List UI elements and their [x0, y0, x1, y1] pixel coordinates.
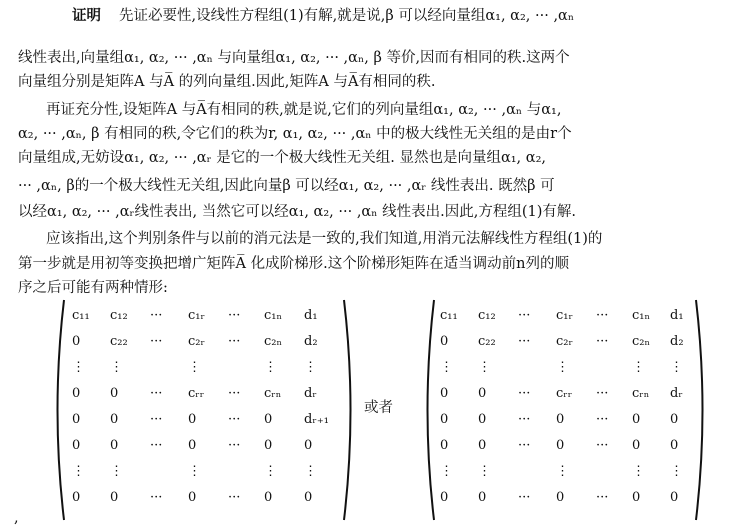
matrix-cell: 0: [188, 489, 197, 505]
matrix-cell: 0: [188, 411, 197, 427]
paragraph3-line1: 应该指出,这个判别条件与以前的消元法是一致的,我们知道,用消元法解线性方程组(1)的: [46, 231, 603, 247]
matrix-cell: ···: [518, 385, 531, 401]
matrix-cell: dᵣ: [304, 385, 317, 401]
matrix-cell: ⋮: [440, 463, 453, 479]
matrix-cell: ···: [596, 307, 609, 323]
paragraph2-line4: ··· ,αₙ, β的一个极大线性无关组,因此向量β 可以经α₁, α₂, ··· ,αᵣ 线性表出. 既然β 可: [18, 178, 555, 194]
matrix-cell: dᵣ₊₁: [304, 411, 329, 427]
matrix-cell: 0: [440, 489, 449, 505]
matrix-row: [72, 432, 348, 458]
matrix-cell: ⋮: [304, 359, 317, 375]
matrix-a-body: [72, 302, 348, 510]
paragraph1-line1-text: 先证必要性,设线性方程组(1)有解,就是说,β 可以经向量组α₁, α₂, ··· ,αₙ: [119, 8, 575, 24]
matrix-cell: ⋮: [188, 463, 201, 479]
matrix-cell: d₁: [304, 307, 318, 323]
matrix-row: [440, 432, 700, 458]
matrix-cell: ⋮: [188, 359, 201, 375]
matrix-cell: c₁ₙ: [264, 307, 283, 323]
matrix-b-table: [440, 302, 700, 510]
matrix-cell: 0: [556, 437, 565, 453]
matrix-cell: 0: [188, 437, 197, 453]
matrix-row: [72, 406, 348, 432]
matrix-row: [440, 328, 700, 354]
matrix-cell: [596, 354, 632, 380]
matrix-a-right-paren: [342, 298, 358, 522]
matrix-cell: dᵣ: [670, 385, 683, 401]
matrix-cell: 0: [632, 411, 641, 427]
matrix-cell: ⋮: [440, 359, 453, 375]
matrix-cell: c₁₂: [110, 307, 128, 323]
matrix-cell: cᵣᵣ: [188, 385, 205, 401]
matrix-cell: ⋮: [478, 463, 491, 479]
matrix-cell: ···: [518, 489, 531, 505]
matrix-cell: 0: [72, 489, 81, 505]
matrix-cell: ⋮: [670, 463, 683, 479]
matrix-cell: 0: [478, 437, 487, 453]
paragraph2-line1: 再证充分性,设矩阵A 与A̅有相同的秩,就是说,它们的列向量组α₁, α₂, ··· ,αₙ 与α₁,: [46, 102, 562, 118]
matrix-cell: 0: [110, 437, 119, 453]
matrix-cell: 0: [110, 411, 119, 427]
matrix-row: [72, 484, 348, 510]
matrix-cell: ⋮: [304, 463, 317, 479]
matrix-cell: c₂ₙ: [264, 333, 283, 349]
matrix-cell: [518, 354, 556, 380]
matrix-cell: 0: [670, 489, 679, 505]
matrix-row: [440, 354, 700, 380]
matrix-cell: ···: [228, 437, 241, 453]
matrix-cell: ⋮: [556, 463, 569, 479]
matrix-cell: [518, 458, 556, 484]
matrix-cell: c₁ᵣ: [188, 307, 206, 323]
matrix-cell: ···: [228, 333, 241, 349]
matrix-row: [72, 458, 348, 484]
matrix-row: [72, 380, 348, 406]
matrix-cell: ···: [596, 385, 609, 401]
matrix-cell: 0: [440, 411, 449, 427]
matrix-cell: ⋮: [110, 359, 123, 375]
matrix-b-left-paren: [420, 298, 436, 522]
matrix-cell: c₁ₙ: [632, 307, 651, 323]
matrix-cell: 0: [264, 437, 273, 453]
matrix-cell: c₁₂: [478, 307, 496, 323]
matrix-cell: [150, 354, 188, 380]
matrix-cell: 0: [110, 489, 119, 505]
matrix-cell: 0: [110, 385, 119, 401]
matrix-cell: c₂₂: [478, 333, 496, 349]
matrix-row: [440, 302, 700, 328]
matrix-cell: [150, 458, 188, 484]
matrix-row: [440, 380, 700, 406]
matrix-cell: c₁₁: [440, 307, 458, 323]
paragraph3-line2: 第一步就是用初等变换把增广矩阵A̅ 化成阶梯形.这个阶梯形矩阵在适当调动前n列的顺: [18, 256, 570, 272]
matrix-cell: c₁ᵣ: [556, 307, 574, 323]
matrix-cell: ···: [596, 333, 609, 349]
paragraph1-line1: [72, 6, 574, 26]
matrix-cell: 0: [440, 333, 449, 349]
matrix-row: [72, 354, 348, 380]
matrix-cell: 0: [440, 437, 449, 453]
paragraph1-line3: 向量组分别是矩阵A 与A̅ 的列向量组.因此,矩阵A 与A̅有相同的秩.: [18, 74, 436, 90]
matrix-cell: ···: [150, 385, 163, 401]
or-label: 或者: [364, 400, 393, 416]
matrix-cell: ···: [228, 385, 241, 401]
matrix-cell: d₂: [670, 333, 684, 349]
matrix-cell: ···: [596, 437, 609, 453]
matrix-cell: 0: [670, 437, 679, 453]
matrix-row: [440, 406, 700, 432]
matrix-cell: cᵣₙ: [264, 385, 282, 401]
matrix-cell: ⋮: [632, 359, 645, 375]
matrix-row: [440, 484, 700, 510]
paragraph1-line2: 线性表出,向量组α₁, α₂, ··· ,αₙ 与向量组α₁, α₂, ··· ,αₙ, β 等价,因而有相同的秩.这两个: [18, 50, 570, 66]
paragraph2-line5: 以经α₁, α₂, ··· ,αᵣ线性表出, 当然它可以经α₁, α₂, ··· ,αₙ 线性表出.因此,方程组(1)有解.: [18, 204, 576, 220]
matrix-cell: ⋮: [72, 359, 85, 375]
matrix-cell: ⋮: [264, 463, 277, 479]
matrix-cell: 0: [304, 437, 313, 453]
matrix-a-left-paren: [50, 298, 66, 522]
matrix-cell: 0: [264, 489, 273, 505]
matrix-b: [420, 298, 710, 522]
matrix-row: [72, 302, 348, 328]
matrix-a: [50, 298, 360, 522]
matrix-cell: 0: [72, 411, 81, 427]
matrix-cell: c₂ₙ: [632, 333, 651, 349]
matrix-cell: 0: [264, 411, 273, 427]
matrix-cell: ···: [518, 333, 531, 349]
matrix-cell: ···: [518, 307, 531, 323]
matrix-cell: c₁₁: [72, 307, 90, 323]
paragraph2-line3: 向量组成,无妨设α₁, α₂, ··· ,αᵣ 是它的一个极大线性无关组. 显然也是向量组α₁, α₂,: [18, 150, 546, 166]
matrix-cell: ···: [150, 333, 163, 349]
matrix-cell: ···: [518, 411, 531, 427]
matrix-cell: ···: [228, 307, 241, 323]
matrix-cell: 0: [72, 437, 81, 453]
matrix-cell: ⋮: [478, 359, 491, 375]
matrix-cell: 0: [72, 333, 81, 349]
matrix-cell: 0: [478, 385, 487, 401]
matrix-cell: ···: [518, 437, 531, 453]
matrix-cell: 0: [440, 385, 449, 401]
matrix-cell: ⋮: [670, 359, 683, 375]
matrix-cell: ···: [596, 489, 609, 505]
matrix-cell: ⋮: [264, 359, 277, 375]
trailing-comma: ,: [14, 510, 19, 526]
matrix-cell: ···: [150, 411, 163, 427]
matrix-b-right-paren: [694, 298, 710, 522]
matrix-cell: cᵣₙ: [632, 385, 650, 401]
matrix-cell: 0: [304, 489, 313, 505]
matrix-cell: ···: [150, 307, 163, 323]
matrix-cell: ⋮: [556, 359, 569, 375]
matrix-cell: cᵣᵣ: [556, 385, 573, 401]
matrix-cell: ···: [228, 489, 241, 505]
matrix-cell: 0: [632, 437, 641, 453]
matrix-cell: 0: [72, 385, 81, 401]
matrix-cell: [228, 458, 264, 484]
matrix-cell: [596, 458, 632, 484]
matrix-cell: c₂ᵣ: [188, 333, 206, 349]
matrix-cell: ···: [596, 411, 609, 427]
matrix-cell: 0: [556, 489, 565, 505]
matrix-cell: d₂: [304, 333, 318, 349]
matrix-cell: ···: [228, 411, 241, 427]
matrix-cell: ···: [150, 489, 163, 505]
matrix-cell: [228, 354, 264, 380]
matrix-cell: d₁: [670, 307, 684, 323]
matrix-row: [72, 328, 348, 354]
matrix-cell: c₂ᵣ: [556, 333, 574, 349]
matrix-cell: 0: [478, 411, 487, 427]
matrix-cell: ⋮: [632, 463, 645, 479]
matrix-cell: 0: [632, 489, 641, 505]
matrix-row: [440, 458, 700, 484]
matrix-cell: ⋮: [110, 463, 123, 479]
matrix-cell: 0: [670, 411, 679, 427]
matrix-b-body: [440, 302, 700, 510]
proof-label: 证明: [72, 7, 101, 24]
matrix-cell: ⋮: [72, 463, 85, 479]
matrix-cell: ···: [150, 437, 163, 453]
matrix-cell: 0: [556, 411, 565, 427]
matrix-a-table: [72, 302, 348, 510]
paragraph2-line2: α₂, ··· ,αₙ, β 有相同的秩,令它们的秩为r, α₁, α₂, ··· ,αₙ 中的极大线性无关组的是由r个: [18, 126, 572, 142]
paragraph3-line3: 序之后可能有两种情形:: [18, 280, 168, 296]
matrix-cell: 0: [478, 489, 487, 505]
matrix-cell: c₂₂: [110, 333, 128, 349]
